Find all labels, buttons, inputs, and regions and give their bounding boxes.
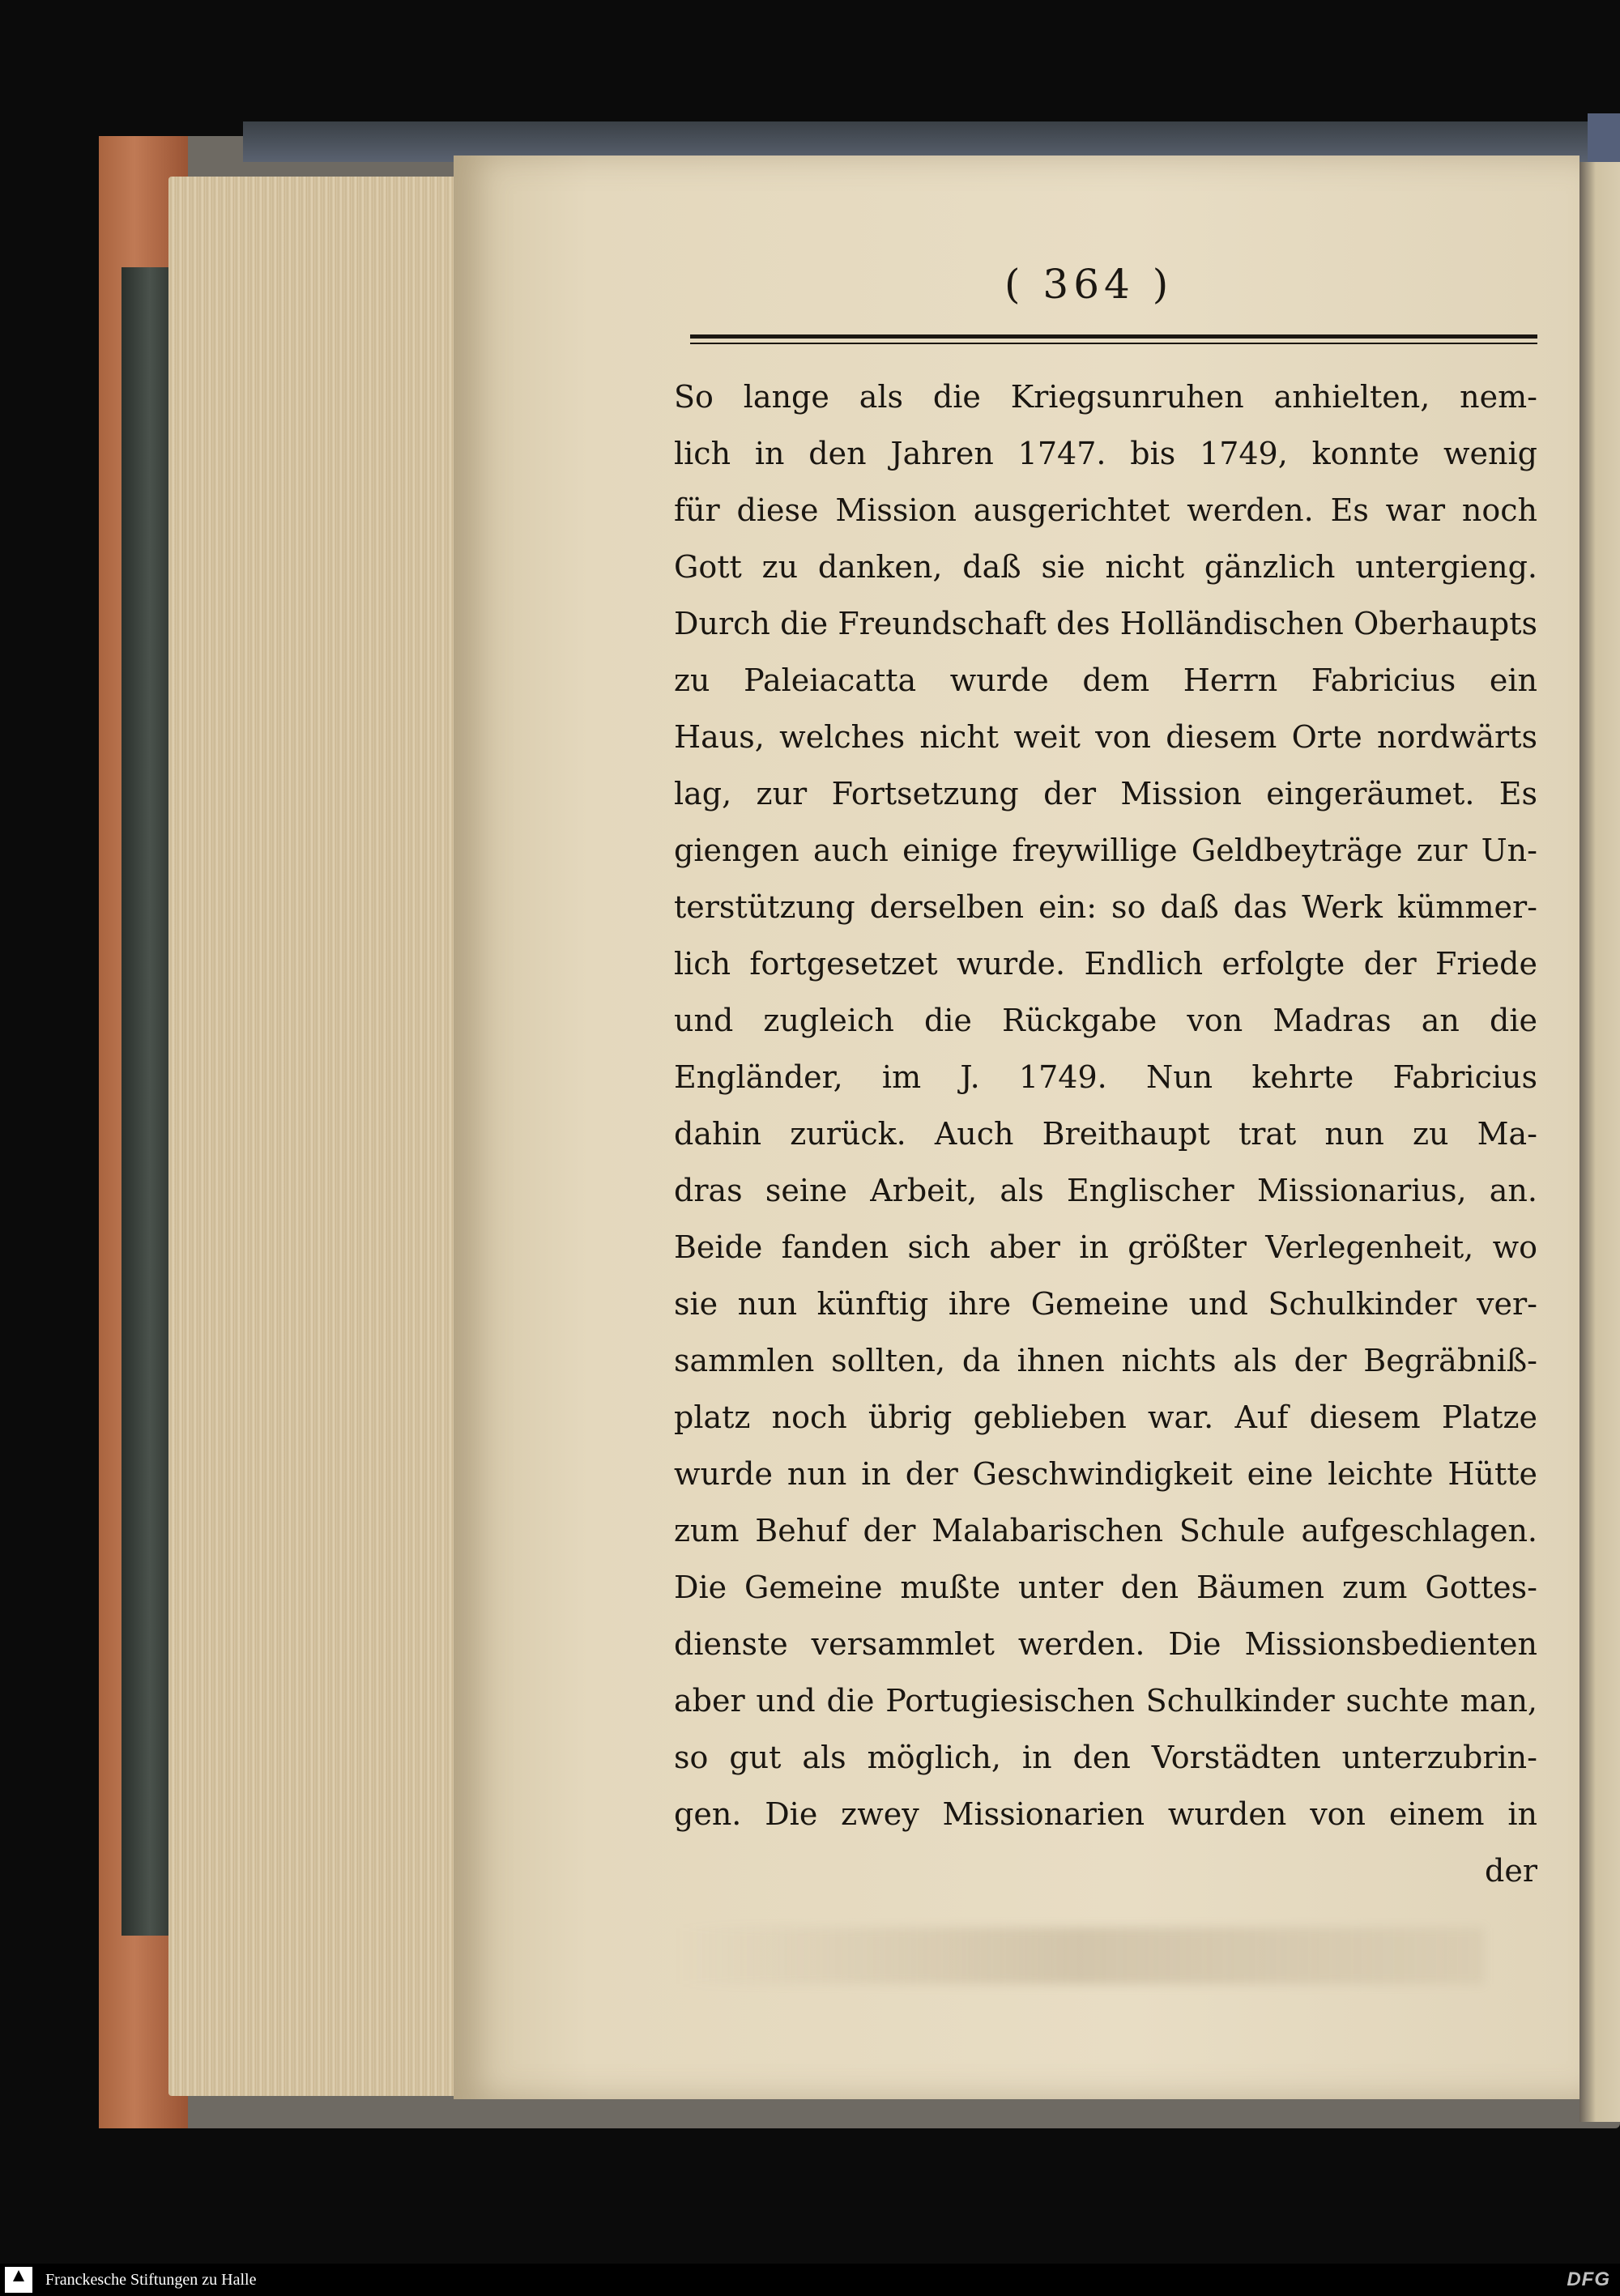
bleed-through-text <box>674 1928 1484 1984</box>
header-rule-thin <box>690 343 1537 344</box>
text-line: Die Gemeine mußte unter den Bäumen zum Gottes- <box>674 1570 1537 1605</box>
text-line: sie nun künftig ihre Gemeine und Schulkinder ver- <box>674 1286 1537 1322</box>
text-line: Durch die Freundschaft des Holländischen Oberhaupts <box>674 606 1537 641</box>
text-line: aber und die Portugiesischen Schulkinder suchte man, <box>674 1683 1537 1719</box>
text-line: und zugleich die Rückgabe von Madras an die <box>674 1003 1537 1038</box>
text-line: dienste versammlet werden. Die Missionsbedienten <box>674 1626 1537 1662</box>
book-cover-top-right-corner <box>1588 113 1620 162</box>
funder-logo: DFG <box>1567 2268 1610 2290</box>
text-line: dras seine Arbeit, als Englischer Missionarius, an. <box>674 1173 1537 1208</box>
text-line: so gut als möglich, in den Vorstädten unterzubrin- <box>674 1740 1537 1775</box>
text-line: platz noch übrig geblieben war. Auf diesem Platze <box>674 1399 1537 1435</box>
text-line: zu Paleiacatta wurde dem Herrn Fabricius ein <box>674 662 1537 698</box>
header-rule-thick <box>690 334 1537 339</box>
footer-institution: Franckesche Stiftungen zu Halle <box>45 2271 257 2289</box>
text-line: dahin zurück. Auch Breithaupt trat nun zu Ma- <box>674 1116 1537 1152</box>
text-line: sammlen sollten, da ihnen nichts als der Begräbniß- <box>674 1343 1537 1378</box>
page-text-block <box>674 371 1537 1910</box>
text-line: giengen auch einige freywillige Geldbeyträge zur Un- <box>674 833 1537 868</box>
page-block-edge <box>168 177 476 2096</box>
text-line: lag, zur Fortsetzung der Mission eingeräumet. Es <box>674 776 1537 811</box>
catchword: der <box>1485 1853 1537 1889</box>
text-line: lich fortgesetzet wurde. Endlich erfolgte der Friede <box>674 946 1537 982</box>
text-line: lich in den Jahren 1747. bis 1749, konnte wenig <box>674 436 1537 471</box>
text-line: So lange als die Kriegsunruhen anhielten, nem- <box>674 379 1537 415</box>
text-line: zum Behuf der Malabarischen Schule aufgeschlagen. <box>674 1513 1537 1548</box>
facing-page-edge <box>1580 162 1620 2122</box>
text-line: wurde nun in der Geschwindigkeit eine leichte Hütte <box>674 1456 1537 1492</box>
text-line: Beide fanden sich aber in größter Verlegenheit, wo <box>674 1229 1537 1265</box>
text-line: für diese Mission ausgerichtet werden. Es war noch <box>674 492 1537 528</box>
text-line: Haus, welches nicht weit von diesem Orte nordwärts <box>674 719 1537 755</box>
page-number: ( 364 ) <box>1004 261 1174 308</box>
text-line: Gott zu danken, daß sie nicht gänzlich untergieng. <box>674 549 1537 585</box>
text-line: gen. Die zwey Missionarien wurden von einem in <box>674 1796 1537 1832</box>
institution-logo-icon <box>5 2267 32 2293</box>
text-line: terstützung derselben ein: so daß das Werk kümmer- <box>674 889 1537 925</box>
text-line: Engländer, im J. 1749. Nun kehrte Fabricius <box>674 1059 1537 1095</box>
